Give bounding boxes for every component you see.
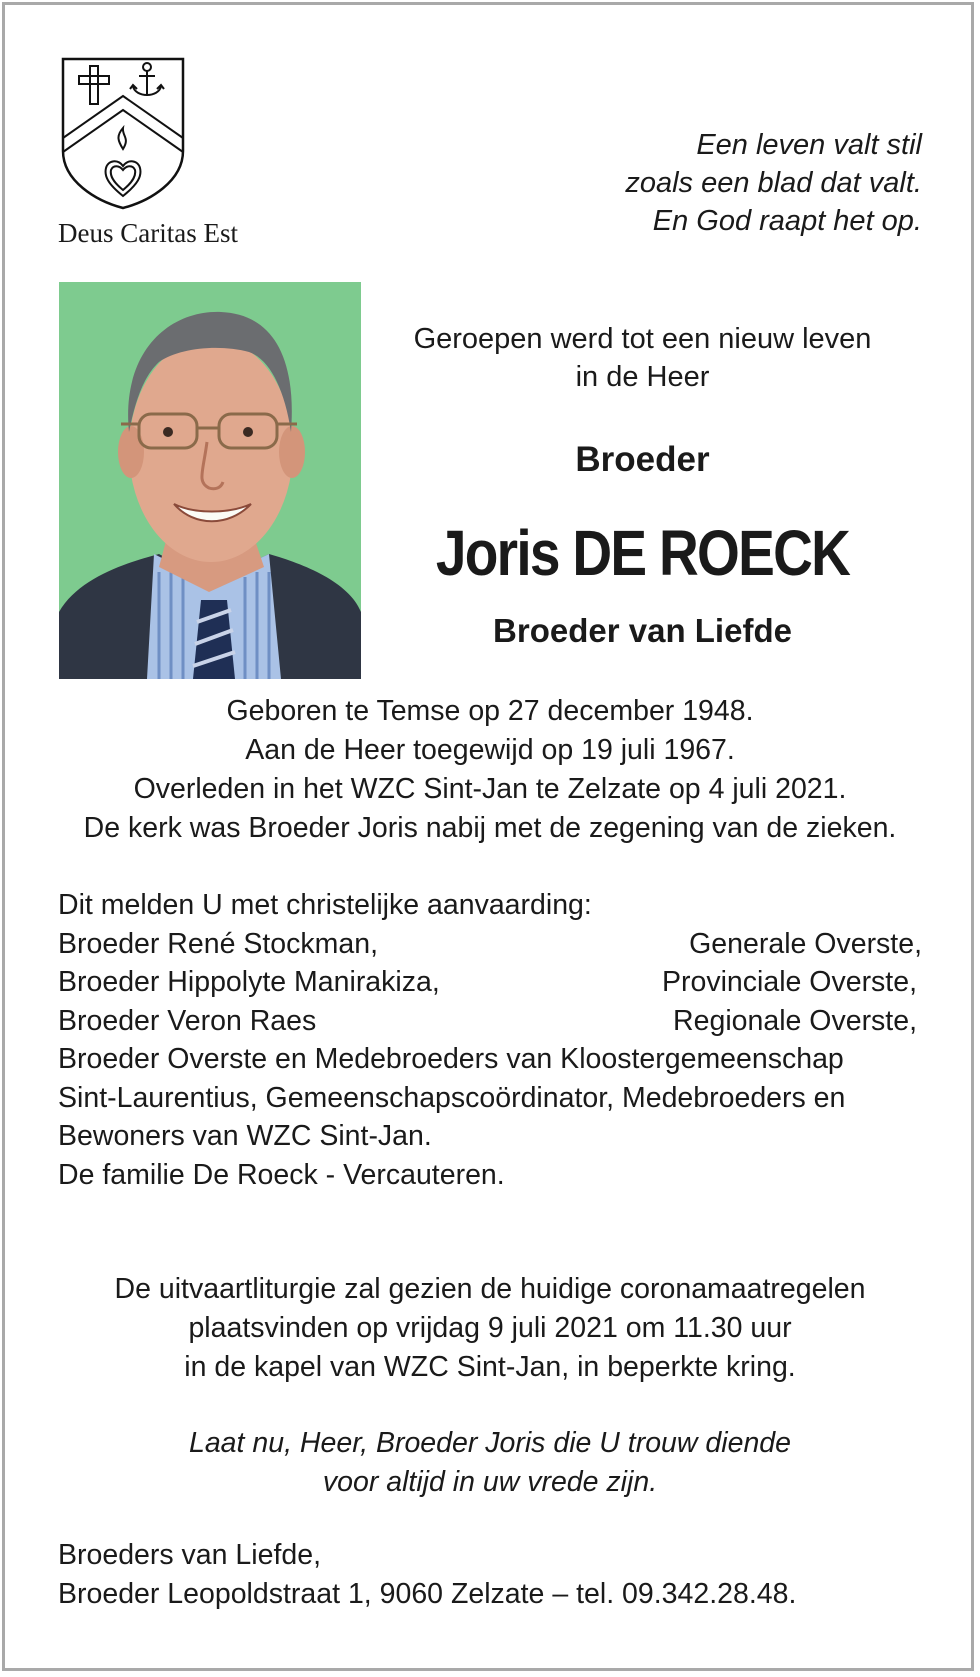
deceased-name: Joris DE ROECK	[435, 517, 850, 589]
verse-line: Een leven valt stil	[696, 129, 922, 161]
official-row	[58, 963, 922, 1002]
address-line: Broeder Leopoldstraat 1, 9060 Zelzate – tel. 09.342.28.48.	[58, 1578, 797, 1610]
biography	[58, 692, 922, 848]
called-line: in de Heer	[575, 361, 710, 393]
contact-address	[58, 1536, 796, 1614]
notice-intro: Dit melden U met christelijke aanvaarding:	[58, 889, 592, 921]
official-name: Broeder René Stockman,	[58, 927, 378, 960]
community-line: Broeder Overste en Medebroeders van Kloostergemeenschap	[58, 1043, 844, 1075]
notice-section	[58, 886, 922, 1194]
opening-verse	[625, 126, 922, 240]
address-line: Broeders van Liefde,	[58, 1539, 321, 1571]
family-line: De familie De Roeck - Vercauteren.	[58, 1158, 505, 1191]
closing-prayer	[58, 1424, 922, 1502]
funeral-line: in de kapel van WZC Sint-Jan, in beperkte kring.	[184, 1351, 796, 1383]
funeral-line: plaatsvinden op vrijdag 9 juli 2021 om 11.30 uur	[188, 1312, 792, 1344]
bio-line: Overleden in het WZC Sint-Jan te Zelzate op 4 juli 2021.	[133, 773, 847, 805]
funeral-line: De uitvaartliturgie zal gezien de huidige coronamaatregelen	[114, 1273, 866, 1305]
religious-order: Broeder van Liefde	[493, 612, 792, 649]
verse-line: zoals een blad dat valt.	[625, 167, 922, 199]
community-line: Bewoners van WZC Sint-Jan.	[58, 1120, 432, 1152]
called-announcement	[375, 320, 910, 396]
prayer-line: Laat nu, Heer, Broeder Joris die U trouw diende	[188, 1427, 791, 1459]
coat-of-arms	[60, 56, 186, 211]
portrait-illustration	[59, 282, 361, 679]
funeral-details	[58, 1270, 922, 1387]
official-name: Broeder Veron Raes	[58, 1004, 317, 1037]
called-line: Geroepen werd tot een nieuw leven	[413, 323, 872, 355]
prayer-line: voor altijd in uw vrede zijn.	[322, 1466, 658, 1498]
official-role: Generale Overste,	[689, 927, 922, 960]
bio-line: Aan de Heer toegewijd op 19 juli 1967.	[245, 734, 735, 766]
official-name: Broeder Hippolyte Manirakiza,	[58, 966, 440, 998]
official-role: Regionale Overste,	[673, 1004, 917, 1037]
official-role: Provinciale Overste,	[661, 966, 917, 998]
portrait-photo	[59, 282, 361, 679]
bio-line: De kerk was Broeder Joris nabij met de zegening van de zieken.	[83, 812, 897, 844]
official-row	[58, 1002, 922, 1041]
verse-line: En God raapt het op.	[652, 205, 922, 237]
motto: Deus Caritas Est	[58, 218, 238, 248]
bio-line: Geboren te Temse op 27 december 1948.	[226, 695, 754, 727]
title-prefix: Broeder	[575, 440, 710, 479]
official-row	[58, 925, 922, 964]
community-line: Sint-Laurentius, Gemeenschapscoördinator, Medebroeders en	[58, 1081, 846, 1114]
